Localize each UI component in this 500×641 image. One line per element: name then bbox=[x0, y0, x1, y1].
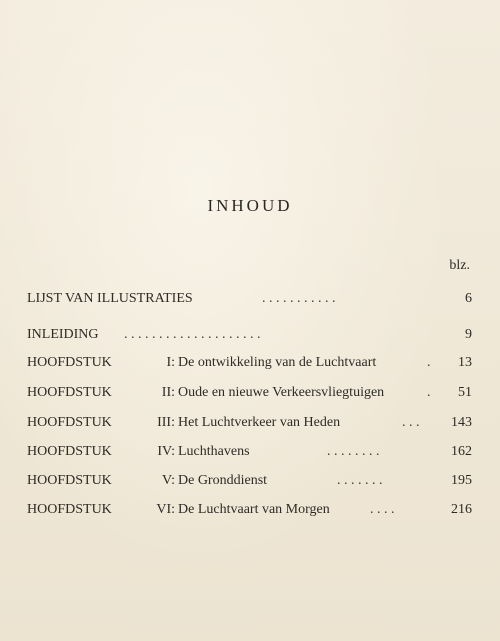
leader-dots: . . . . . . . . . . . . . . . . . . . . bbox=[124, 327, 261, 342]
chapter-numeral: VI: bbox=[156, 502, 175, 517]
leader-dots: . bbox=[427, 385, 431, 400]
leader-dots: . . . . bbox=[370, 502, 395, 517]
toc-chapter-4[interactable] bbox=[27, 442, 472, 462]
leader-dots: . . . . . . . . bbox=[327, 444, 380, 459]
chapter-title: De Gronddienst bbox=[178, 473, 268, 488]
toc-entry-label: INLEIDING bbox=[27, 327, 99, 342]
chapter-heading bbox=[27, 442, 175, 462]
chapter-heading bbox=[27, 353, 175, 373]
toc-page-number: 9 bbox=[465, 327, 472, 342]
chapter-numeral: II: bbox=[161, 385, 175, 400]
chapter-numeral: III: bbox=[157, 415, 175, 430]
chapter-title: Luchthavens bbox=[178, 444, 250, 459]
leader-dots: . . . . . . . . . . . bbox=[262, 291, 336, 306]
toc-page-number: 6 bbox=[465, 291, 472, 306]
toc-chapter-5[interactable] bbox=[27, 471, 472, 491]
leader-dots: . bbox=[427, 355, 431, 370]
toc-entry-label: LIJST VAN ILLUSTRATIES bbox=[27, 291, 193, 306]
chapter-heading bbox=[27, 383, 175, 403]
toc-entry-introduction[interactable] bbox=[27, 325, 472, 345]
page-column-header: blz. bbox=[449, 258, 470, 273]
toc-chapter-6[interactable] bbox=[27, 500, 472, 520]
chapter-title: De Luchtvaart van Morgen bbox=[178, 502, 330, 517]
toc-entry-illustrations[interactable] bbox=[27, 289, 472, 309]
chapter-title: Oude en nieuwe Verkeersvliegtuigen bbox=[178, 385, 385, 400]
chapter-heading bbox=[27, 500, 175, 520]
toc-page-number: 162 bbox=[451, 444, 472, 459]
chapter-numeral: I: bbox=[166, 355, 175, 370]
chapter-word: HOOFDSTUK bbox=[27, 473, 112, 488]
leader-dots: . . . bbox=[402, 415, 420, 430]
toc-chapter-3[interactable] bbox=[27, 413, 472, 433]
toc-chapter-2[interactable] bbox=[27, 383, 472, 403]
leader-dots: . . . . . . . bbox=[337, 473, 383, 488]
chapter-word: HOOFDSTUK bbox=[27, 444, 112, 459]
page-title: INHOUD bbox=[207, 196, 293, 215]
chapter-heading bbox=[27, 471, 175, 491]
toc-page-number: 216 bbox=[451, 502, 472, 517]
chapter-word: HOOFDSTUK bbox=[27, 355, 112, 370]
chapter-heading bbox=[27, 413, 175, 433]
chapter-numeral: V: bbox=[162, 473, 175, 488]
toc-chapter-1[interactable] bbox=[27, 353, 472, 373]
toc-page-number: 143 bbox=[451, 415, 472, 430]
chapter-title: De ontwikkeling van de Luchtvaart bbox=[178, 355, 377, 370]
chapter-word: HOOFDSTUK bbox=[27, 415, 112, 430]
chapter-numeral: IV: bbox=[157, 444, 175, 459]
toc-page-number: 51 bbox=[458, 385, 472, 400]
chapter-title: Het Luchtverkeer van Heden bbox=[178, 415, 341, 430]
chapter-word: HOOFDSTUK bbox=[27, 502, 112, 517]
toc-page-number: 13 bbox=[458, 355, 472, 370]
toc-page-number: 195 bbox=[451, 473, 472, 488]
chapter-word: HOOFDSTUK bbox=[27, 385, 112, 400]
